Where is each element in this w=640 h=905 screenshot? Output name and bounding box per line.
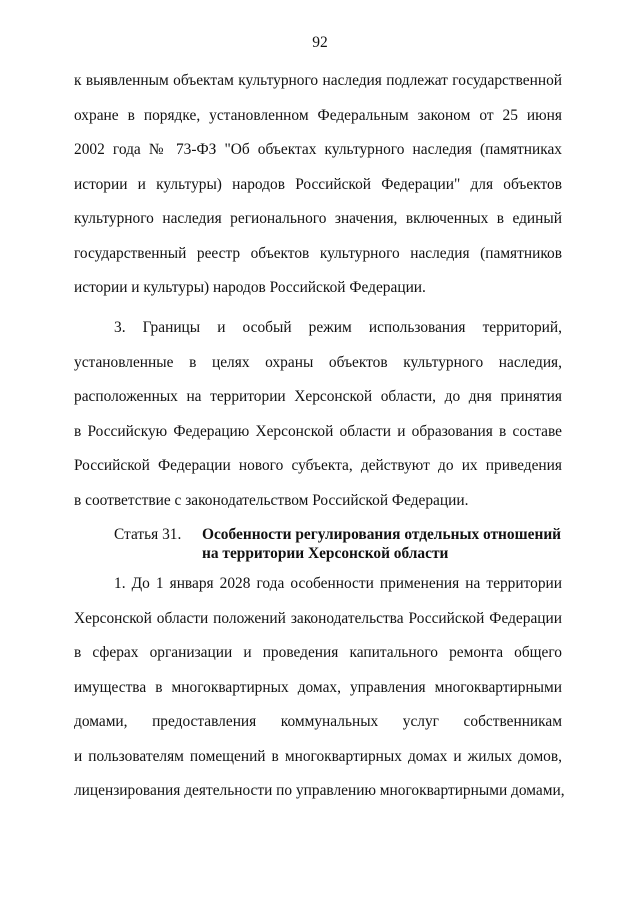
text-line: установленные в целях охраны объектов культурного наследия,	[74, 353, 562, 371]
article-paragraph-1	[74, 567, 565, 809]
text-line: расположенных на территории Херсонской области, до дня принятия	[74, 388, 562, 405]
text-line: Херсонской области положений законодательства Российской Федерации	[74, 609, 562, 627]
page-number: 92	[312, 34, 328, 51]
article-title-line: Особенности регулирования отдельных отношений	[202, 526, 562, 543]
text-line: имущества в многоквартирных домах, управления многоквартирными	[74, 678, 562, 696]
article-number: Статья 31.	[114, 526, 182, 543]
text-line: лицензирования деятельности по управлению многоквартирными домами,	[74, 782, 565, 799]
text-line: и пользователям помещений в многоквартирных домах и жилых домов,	[74, 747, 562, 765]
article-title-line: на территории Херсонской области	[202, 545, 449, 562]
text-line: в сферах организации и проведения капитального ремонта общего	[74, 644, 562, 661]
text-line: культурного наследия регионального значения, включенных в единый	[74, 210, 562, 227]
text-line: истории и культуры) народов Российской Федерации" для объектов	[74, 175, 562, 193]
text-line: 1. До 1 января 2028 года особенности применения на территории	[114, 575, 562, 592]
paragraph-continuation	[74, 64, 562, 306]
article-heading	[114, 525, 574, 563]
text-line: в Российскую Федерацию Херсонской области и образования в составе	[74, 422, 562, 440]
text-line: охране в порядке, установленном Федеральным законом от 25 июня	[74, 106, 562, 124]
text-line: в соответствие с законодательством Российской Федерации.	[74, 491, 469, 509]
article-title	[202, 525, 561, 563]
text-line: истории и культуры) народов Российской Федерации.	[74, 279, 426, 296]
text-line: домами, предоставления коммунальных услуг собственникам	[74, 713, 562, 730]
text-line: Российской Федерации нового субъекта, действуют до их приведения	[74, 457, 562, 474]
text-line: 2002 года № 73-ФЗ "Об объектах культурного наследия (памятниках	[74, 141, 562, 158]
paragraph-item-3	[74, 311, 562, 518]
text-line: 3. Границы и особый режим использования территорий,	[114, 319, 562, 336]
text-line: к выявленным объектам культурного наследия подлежат государственной	[74, 72, 562, 89]
text-line: государственный реестр объектов культурного наследия (памятников	[74, 244, 562, 262]
